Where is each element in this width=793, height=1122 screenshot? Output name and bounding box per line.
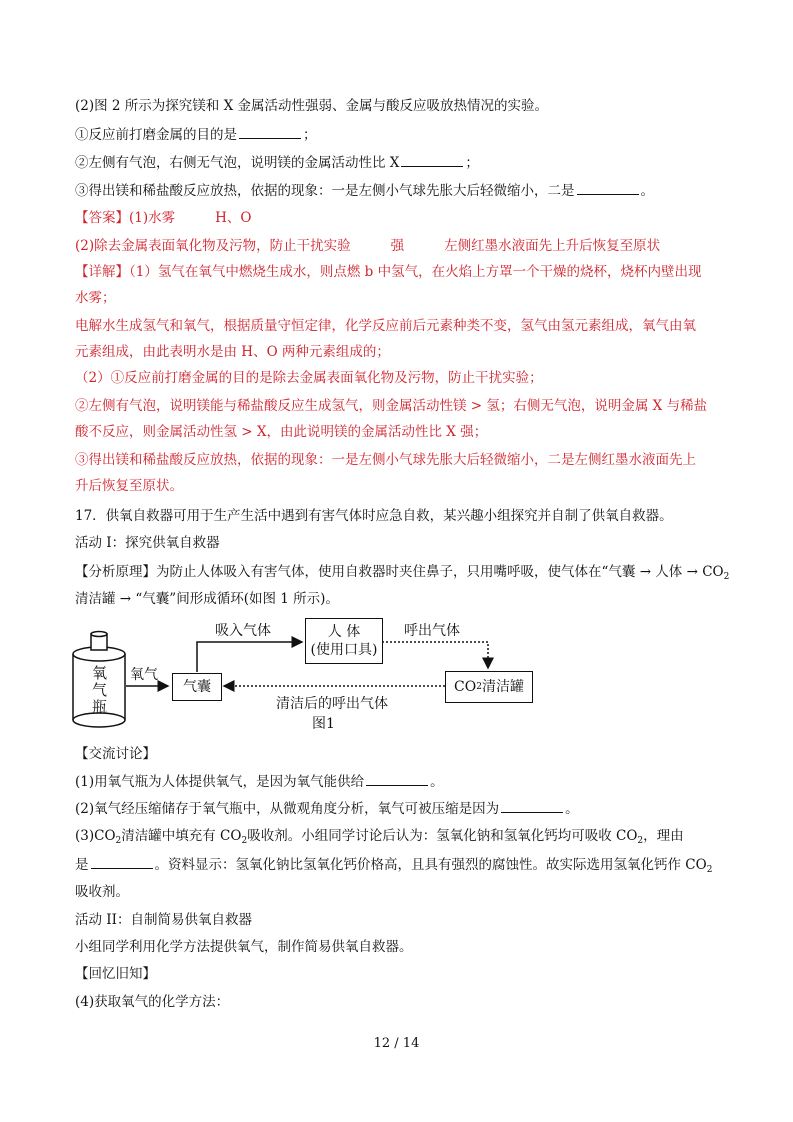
oxygen-cylinder-label: 氧气瓶 [90,664,108,716]
question-2: (2)氧气经压缩储存于氧气瓶中，从微观角度分析，氧气可被压缩是因为 。 [75,798,579,819]
cleaned-gas-label: 清洁后的呼出气体 [276,696,388,712]
q2-sub3: ③得出镁和稀盐酸反应放热，依据的现象：一是左侧小气球先胀大后轻微缩小，二是 。 [75,180,654,201]
answer-blank[interactable] [401,152,463,167]
detail-line-4: 元素组成，由此表明水是由 H、O 两种元素组成的； [75,344,390,360]
inhale-label: 吸入气体 [215,623,271,639]
activity-1-heading: 活动 I：探究供氧自救器 [75,535,220,551]
detail-line-3: 电解水生成氢气和氧气，根据质量守恒定律，化学反应前后元素种类不变，氢气由氢元素组成，氧气由氧 [75,318,696,334]
question-3-end: 吸收剂。 [75,884,129,900]
q17-title: 17．供氧自救器可用于生产生活中遇到有害气体时应急自救，某兴趣小组探究并自制了供氧自救器。 [75,508,673,524]
activity-2-desc: 小组同学利用化学方法提供氧气，制作简易供氧自救器。 [75,939,413,955]
answer-blank[interactable] [91,854,153,869]
detail-line-5: （2）①反应前打磨金属的目的是除去金属表面氧化物及污物，防止干扰实验； [75,370,543,386]
q2-intro: (2)图 2 所示为探究镁和 X 金属活动性强弱、金属与酸反应吸放热情况的实验。 [75,98,548,114]
answer-blank[interactable] [366,771,428,786]
page-number: 12 / 14 [373,1036,420,1051]
recall-heading: 【回忆旧知】 [75,966,156,982]
question-3: $(3)CO_2$清洁罐中填充有 $CO_2$吸收剂。小组同学讨论后认为：氢氧化钠和氢氧化钙均可吸收 $CO_2$，理由 [75,828,684,846]
oxygen-label: 氧气 [130,667,158,683]
exhale-label: 呼出气体 [404,623,460,639]
detail-line-9: 升后恢复至原状。 [75,478,183,494]
figure-1-diagram [70,616,570,742]
answer-blank[interactable] [501,798,563,813]
principle-line-1: 【分析原理】为防止人体吸入有害气体，使用自救器时夹住鼻子，只用嘴呼吸，使气体在“气囊 → 人体 → $CO_2$ [75,564,730,582]
air-bag-box: 气囊 [172,673,222,701]
question-1: (1)用氧气瓶为人体提供氧气，是因为氧气能供给 。 [75,771,444,792]
figure-caption: 图1 [312,716,335,732]
question-3-cont: 是 。资料显示：氢氧化钠比氢氧化钙价格高，且具有强烈的腐蚀性。故实际选用氢氧化钙作 $CO_2$ [75,854,712,875]
answer-blank[interactable] [577,180,639,195]
exhale-arrow [382,642,488,668]
detail-line-7: 酸不反应，则金属活动性氢 > X，由此说明镁的金属活动性比 X 强； [75,424,488,440]
inhale-arrow [197,642,302,672]
human-body-box: 人 体 (使用口具) [305,618,383,664]
answer-line-2: (2)除去金属表面氧化物及污物，防止干扰实验 强 左侧红墨水液面先上升后恢复至原状 [75,238,661,254]
discussion-heading: 【交流讨论】 [75,746,156,762]
detail-line-1: 【详解】（1）氢气在氧气中燃烧生成水，则点燃 b 中氢气，在火焰上方罩一个干燥的烧杯，烧杯内壁出现 [75,264,702,280]
co2-canister-box: CO 2 清洁罐 [445,671,533,703]
answer-line-1: 【答案】(1)水雾 H、O [75,210,252,226]
answer-blank[interactable] [239,124,301,139]
q2-sub2: ②左侧有气泡，右侧无气泡，说明镁的金属活动性比 X ； [75,152,479,173]
detail-line-6: ②左侧有气泡，说明镁能与稀盐酸反应生成氢气，则金属活动性镁 > 氢；右侧无气泡，说明金属 X 与稀盐 [75,398,708,414]
activity-2-heading: 活动 II：自制简易供氧自救器 [75,912,252,928]
detail-line-2: 水雾； [75,290,116,306]
q2-sub1: ①反应前打磨金属的目的是 ； [75,124,317,145]
principle-line-2: 清洁罐 → “气囊”间形成循环(如图 1 所示)。 [75,591,339,607]
detail-line-8: ③得出镁和稀盐酸反应放热，依据的现象：一是左侧小气球先胀大后轻微缩小，二是左侧红墨水液面先上 [75,452,696,468]
question-4: (4)获取氧气的化学方法： [75,994,230,1010]
